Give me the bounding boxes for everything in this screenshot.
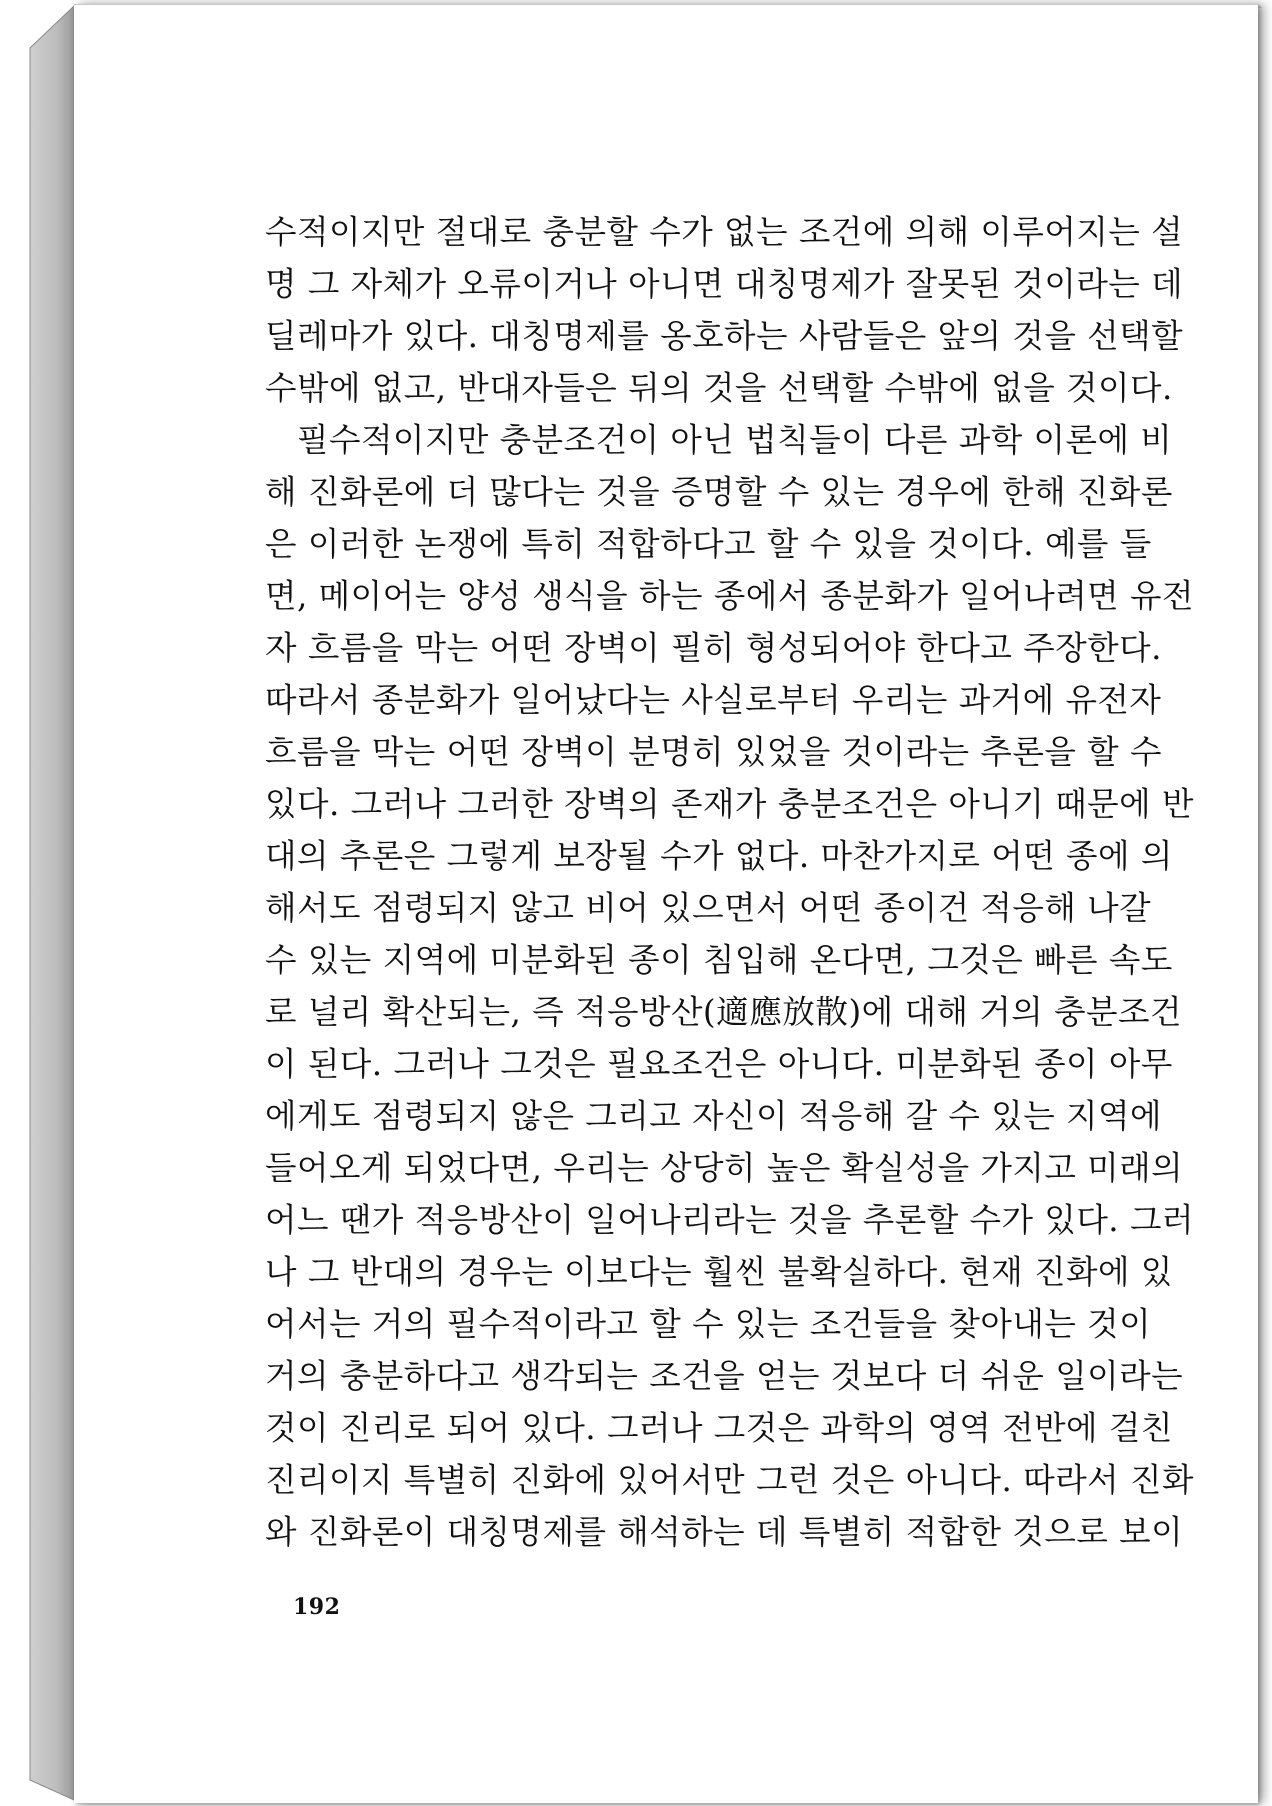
- text-line: 흐름을 막는 어떤 장벽이 분명히 있었을 것이라는 추론을 할 수: [265, 733, 1162, 771]
- text-line: 수적이지만 절대로 충분할 수가 없는 조건에 의해 이루어지는 설: [265, 213, 1184, 251]
- text-line: 은 이러한 논쟁에 특히 적합하다고 할 수 있을 것이다. 예를 들: [265, 525, 1152, 563]
- text-line: 나 그 반대의 경우는 이보다는 훨씬 불확실하다. 현재 진화에 있: [265, 1253, 1173, 1291]
- text-line: 수밖에 없고, 반대자들은 뒤의 것을 선택할 수밖에 없을 것이다.: [265, 369, 1173, 407]
- text-line: 따라서 종분화가 일어났다는 사실로부터 우리는 과거에 유전자: [265, 681, 1162, 719]
- text-line: 들어오게 되었다면, 우리는 상당히 높은 확실성을 가지고 미래의: [265, 1149, 1184, 1187]
- text-line: 거의 충분하다고 생각되는 조건을 얻는 것보다 더 쉬운 일이라는: [265, 1357, 1184, 1395]
- page-body-text: [265, 206, 1194, 1558]
- page-number: 192: [293, 1594, 341, 1620]
- text-line: 해서도 점령되지 않고 비어 있으면서 어떤 종이건 적응해 나갈: [265, 889, 1152, 927]
- text-line: 로 널리 확산되는, 즉 적응방산(適應放散)에 대해 거의 충분조건: [265, 993, 1182, 1031]
- text-line: 대의 추론은 그렇게 보장될 수가 없다. 마찬가지로 어떤 종에 의: [265, 837, 1173, 875]
- text-line: 면, 메이어는 양성 생식을 하는 종에서 종분화가 일어나려면 유전: [265, 577, 1194, 615]
- text-line: 진리이지 특별히 진화에 있어서만 그런 것은 아니다. 따라서 진화: [265, 1461, 1194, 1499]
- text-line: 수 있는 지역에 미분화된 종이 침입해 온다면, 그것은 빠른 속도: [265, 941, 1173, 979]
- text-line: 이 된다. 그러나 그것은 필요조건은 아니다. 미분화된 종이 아무: [265, 1045, 1173, 1083]
- text-line: 딜레마가 있다. 대칭명제를 옹호하는 사람들은 앞의 것을 선택할: [265, 317, 1184, 355]
- text-line: 어서는 거의 필수적이라고 할 수 있는 조건들을 찾아내는 것이: [265, 1305, 1152, 1343]
- text-line: 해 진화론에 더 많다는 것을 증명할 수 있는 경우에 한해 진화론: [265, 473, 1173, 511]
- text-line: 명 그 자체가 오류이거나 아니면 대칭명제가 잘못된 것이라는 데: [265, 265, 1184, 303]
- text-line: 어느 땐가 적응방산이 일어나리라는 것을 추론할 수가 있다. 그러: [265, 1201, 1194, 1239]
- text-line: 필수적이지만 충분조건이 아닌 법칙들이 다른 과학 이론에 비: [297, 421, 1173, 459]
- text-line: 에게도 점령되지 않은 그리고 자신이 적응해 갈 수 있는 지역에: [265, 1097, 1162, 1135]
- text-line: 와 진화론이 대칭명제를 해석하는 데 특별히 적합한 것으로 보이: [265, 1513, 1184, 1551]
- text-line: 것이 진리로 되어 있다. 그러나 그것은 과학의 영역 전반에 걸친: [265, 1409, 1173, 1447]
- text-line: 있다. 그러나 그러한 장벽의 존재가 충분조건은 아니기 때문에 반: [265, 785, 1194, 823]
- text-line: 자 흐름을 막는 어떤 장벽이 필히 형성되어야 한다고 주장한다.: [265, 629, 1162, 667]
